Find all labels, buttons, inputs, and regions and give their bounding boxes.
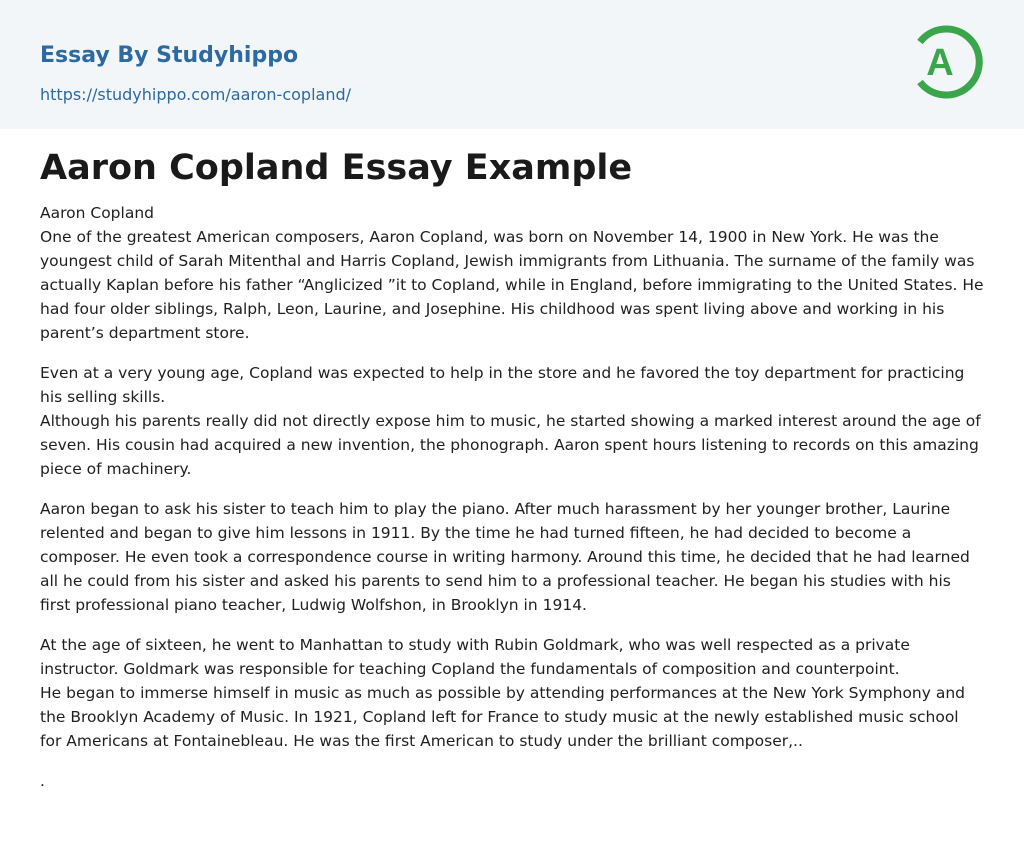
paragraph-1: One of the greatest American composers, Aaron Copland, was born on November 14, 1900 in New York. He was the youngest child of Sarah Mitenthal and Harris Copland, Jewish immigrants from Lithuania. The surname of the family was actually Kaplan before his father “Anglicized ”it to Copland, while in England, before immigrating to the United States. He had four older siblings, Ralph, Leon, Laurine, and Josephine. His childhood was spent living above and working in his parent’s department store. [40, 228, 984, 342]
essay-subtitle: Aaron Copland [40, 204, 154, 222]
site-header [0, 0, 1024, 129]
paragraph-2: Even at a very young age, Copland was expected to help in the store and he favored the toy department for practicing his selling skills. Although his parents really did not directly expose him to music, he started showing a marked interest around the age of seven. His cousin had acquired a new invention, the phonograph. Aaron spent hours listening to records on this amazing piece of machinery. [40, 364, 981, 478]
trailing-dot: . [40, 772, 45, 790]
logo-letter: A [926, 42, 954, 84]
paragraph-4: At the age of sixteen, he went to Manhattan to study with Rubin Goldmark, who was well respected as a private instructor. Goldmark was responsible for teaching Copland the fundamentals of composition and counterpoint. He began to immerse himself in music as much as possible by attending performances at the New York Symphony and the Brooklyn Academy of Music. In 1921, Copland left for France to study music at the newly established music school for Americans at Fontainebleau. He was the first American to study under the brilliant composer,.. [40, 636, 966, 750]
page-url-link[interactable]: https://studyhippo.com/aaron-copland/ [40, 85, 351, 104]
paragraph-3: Aaron began to ask his sister to teach him to play the piano. After much harassment by her younger brother, Laurine relented and began to give him lessons in 1911. By the time he had turned fifteen, he had decided to become a composer. He even took a correspondence course in writing harmony. Around this time, he decided that he had learned all he could from his sister and asked his parents to send him to a professional teacher. He began his studies with his first professional piano teacher, Ludwig Wolfshon, in Brooklyn in 1914. [40, 500, 970, 614]
studyhippo-logo-icon[interactable] [910, 18, 988, 106]
page-title: Aaron Copland Essay Example [40, 148, 633, 188]
brand-title[interactable]: Essay By Studyhippo [40, 43, 299, 68]
article-body [0, 129, 1024, 793]
